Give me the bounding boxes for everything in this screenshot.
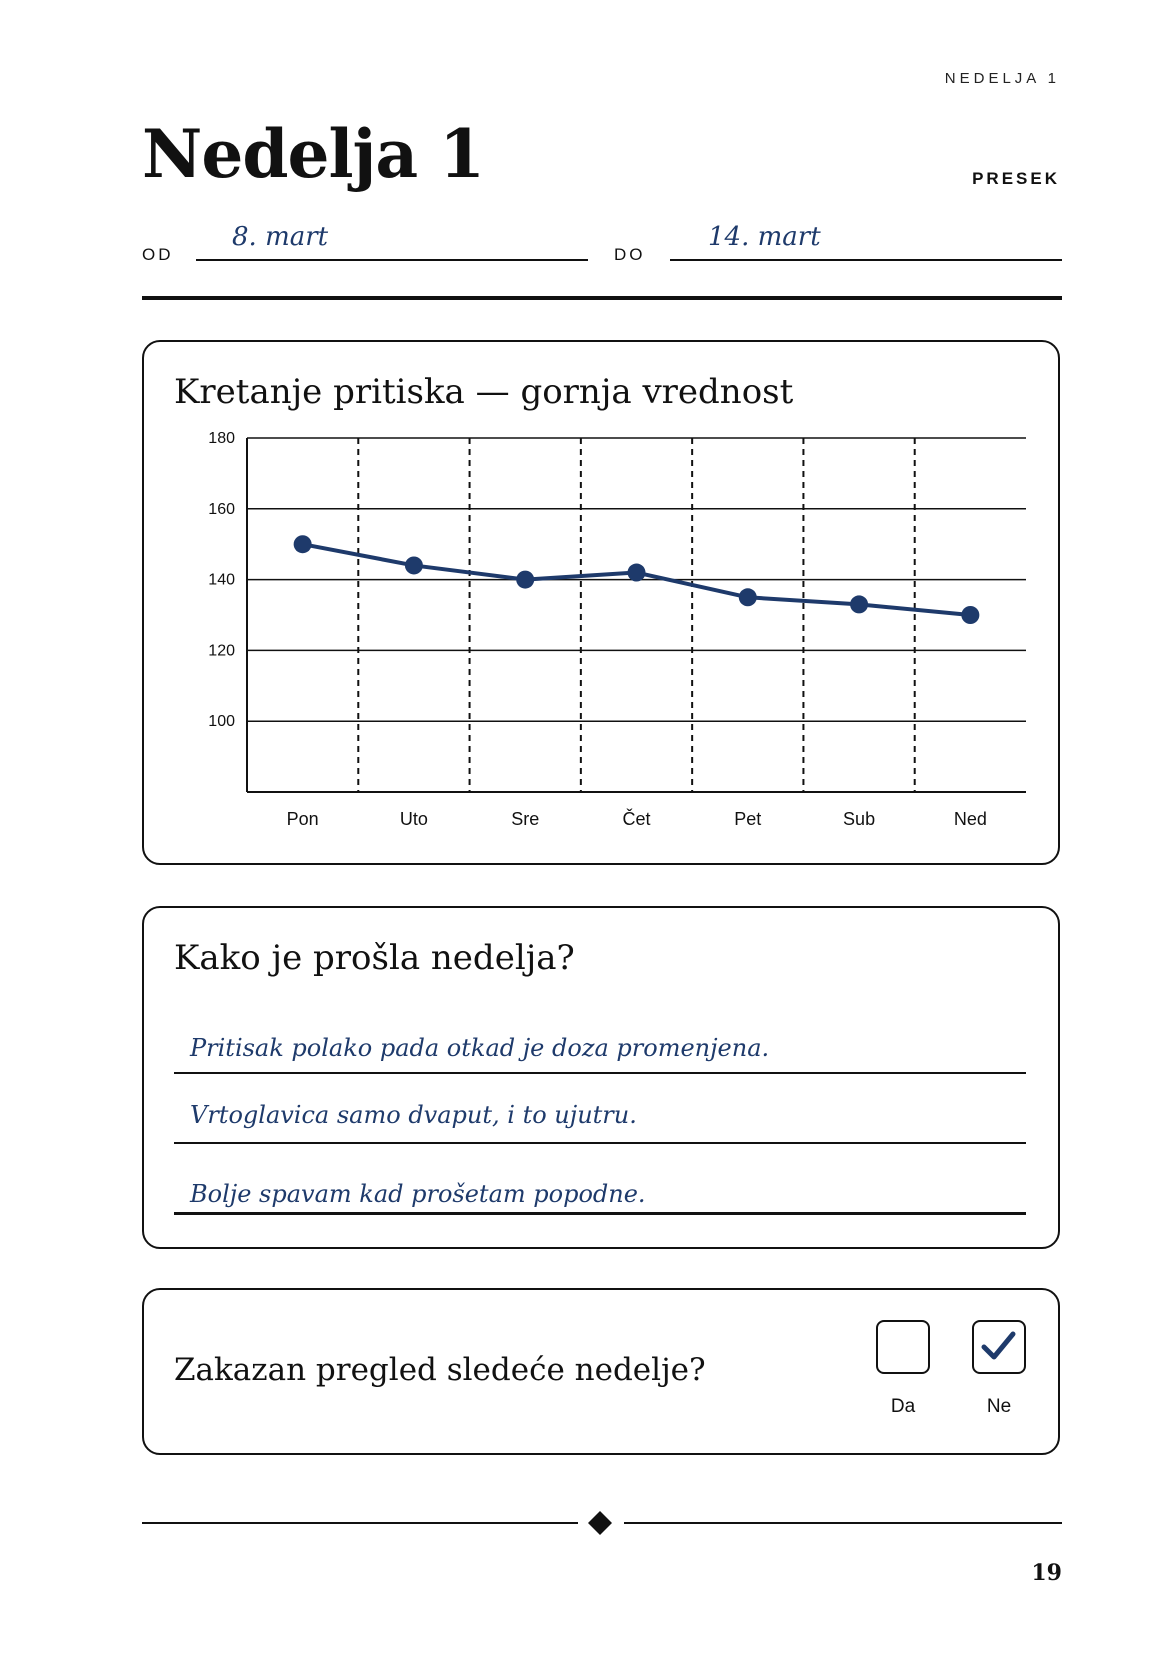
section-label: PRESEK	[972, 169, 1060, 188]
data-point	[294, 535, 312, 553]
data-point	[405, 556, 423, 574]
checkbox-da-label: Da	[890, 1396, 916, 1417]
data-point	[850, 595, 868, 613]
checkbox-da[interactable]	[876, 1320, 930, 1374]
x-tick-label: Pet	[734, 809, 762, 829]
x-tick-label: Ned	[953, 809, 987, 829]
to-date-value[interactable]: 14. mart	[708, 222, 821, 252]
checkbox-ne[interactable]	[972, 1320, 1026, 1374]
page-number: 19	[1031, 1560, 1062, 1586]
footer-rule-right	[624, 1522, 1062, 1524]
footer-rule-left	[142, 1522, 578, 1524]
checkbox-ne-label: Ne	[986, 1396, 1012, 1417]
note-line-3-text[interactable]: Bolje spavam kad prošetam popodne.	[190, 1180, 646, 1208]
y-tick-label: 160	[208, 500, 235, 518]
note-line-1	[174, 1072, 1026, 1074]
y-tick-label: 100	[208, 713, 235, 731]
note-line-2	[174, 1142, 1026, 1144]
y-tick-label: 120	[208, 642, 235, 660]
reflection-title: Kako je prošla nedelja?	[174, 938, 575, 978]
page-title: Nedelja 1	[142, 115, 485, 193]
data-point	[628, 564, 646, 582]
data-point	[961, 606, 979, 624]
x-tick-label: Sre	[511, 809, 540, 829]
x-tick-label: Čet	[622, 809, 651, 829]
to-label: DO	[614, 245, 646, 264]
note-line-1-text[interactable]: Pritisak polako pada otkad je doza promenjena.	[190, 1034, 770, 1062]
data-point	[739, 588, 757, 606]
diamond-ornament-icon	[587, 1510, 613, 1536]
from-label: OD	[142, 245, 174, 264]
x-tick-label: Uto	[399, 809, 428, 829]
running-head: NEDELJA 1	[944, 70, 1060, 87]
x-tick-label: Pon	[286, 809, 319, 829]
checkmark-icon	[974, 1322, 1024, 1372]
appointment-question: Zakazan pregled sledeće nedelje?	[174, 1352, 706, 1388]
y-tick-label: 140	[208, 571, 235, 589]
y-tick-label: 180	[208, 430, 235, 447]
from-date-value[interactable]: 8. mart	[232, 222, 329, 252]
x-tick-label: Sub	[843, 809, 876, 829]
chart-title: Kretanje pritiska — gornja vrednost	[174, 372, 794, 412]
data-point	[516, 571, 534, 589]
note-line-3	[174, 1212, 1026, 1215]
note-line-2-text[interactable]: Vrtoglavica samo dvaput, i to ujutru.	[190, 1101, 637, 1129]
